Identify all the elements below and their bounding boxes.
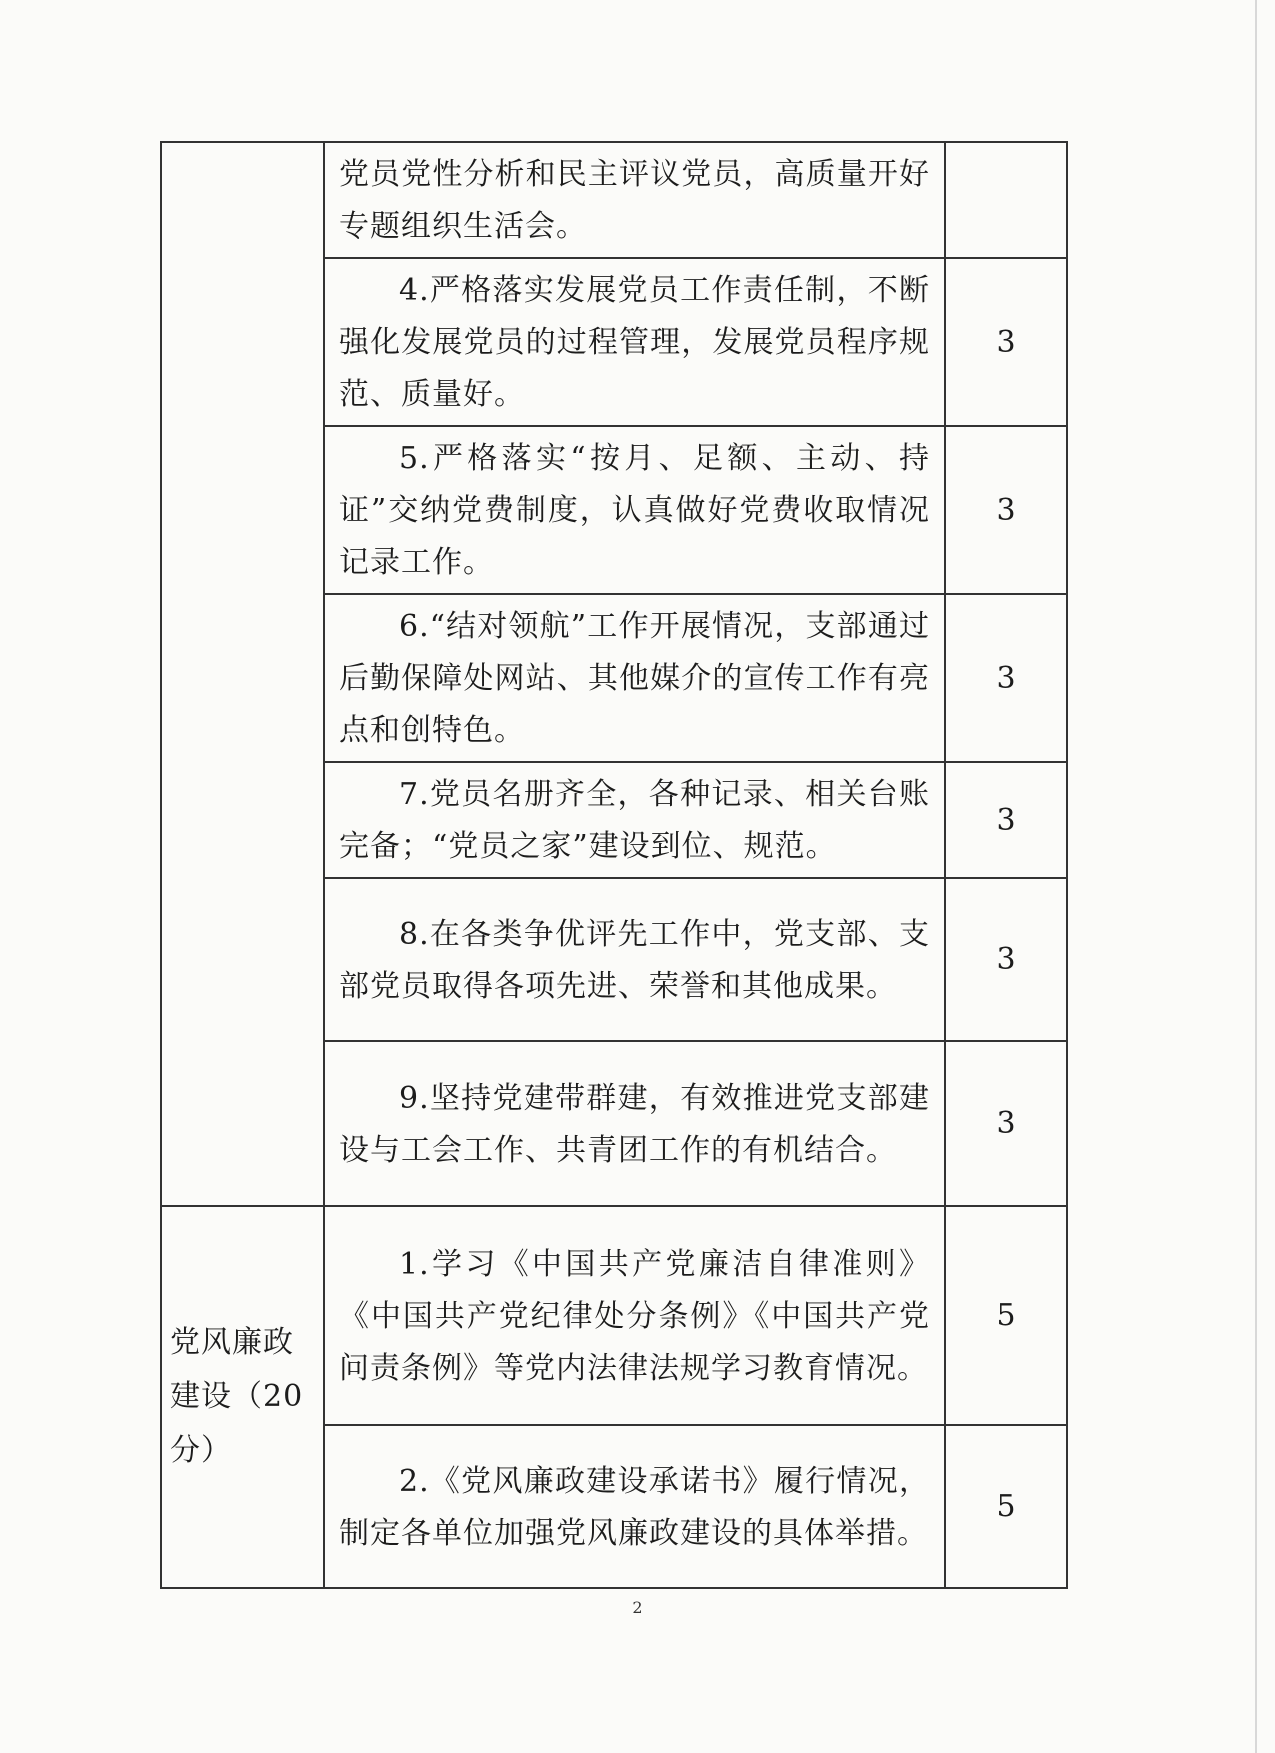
table-row	[161, 1206, 1067, 1425]
item-text: 5.严格落实“按月、足额、主动、持证”交纳党费制度，认真做好党费收取情况记录工作。	[339, 441, 930, 580]
category-label: 党风廉政建设（20分）	[170, 1325, 304, 1468]
category-cell	[161, 1206, 324, 1588]
content-cell	[324, 1425, 945, 1588]
category-cell-party-building	[161, 142, 324, 1206]
item-text: 9.坚持党建带群建，有效推进党支部建设与工会工作、共青团工作的有机结合。	[339, 1080, 930, 1168]
content-cell	[324, 1041, 945, 1206]
item-text: 8.在各类争优评先工作中，党支部、支部党员取得各项先进、荣誉和其他成果。	[339, 916, 930, 1004]
content-cell	[324, 142, 945, 258]
table-row	[161, 142, 1067, 258]
content-cell	[324, 594, 945, 762]
score-cell: 3	[945, 762, 1067, 878]
score-cell: 3	[945, 426, 1067, 594]
score-cell: 5	[945, 1206, 1067, 1425]
score-cell: 3	[945, 258, 1067, 426]
content-cell	[324, 426, 945, 594]
score-cell	[945, 142, 1067, 258]
item-text: 7.党员名册齐全，各种记录、相关台账完备；“党员之家”建设到位、规范。	[339, 777, 930, 864]
score-cell: 3	[945, 878, 1067, 1041]
content-cell	[324, 1206, 945, 1425]
score-cell: 5	[945, 1425, 1067, 1588]
score-cell: 3	[945, 1041, 1067, 1206]
score-cell: 3	[945, 594, 1067, 762]
item-text: 6.“结对领航”工作开展情况，支部通过后勤保障处网站、其他媒介的宣传工作有亮点和创特色。	[339, 609, 930, 748]
page-edge-shadow	[1255, 0, 1257, 1753]
page-number: 2	[632, 1598, 643, 1617]
item-text: 2.《党风廉政建设承诺书》履行情况，制定各单位加强党风廉政建设的具体举措。	[339, 1463, 930, 1551]
evaluation-table	[160, 141, 1068, 1589]
item-text: 4.严格落实发展党员工作责任制，不断强化发展党员的过程管理，发展党员程序规范、质量好。	[339, 273, 930, 412]
item-text: 党员党性分析和民主评议党员，高质量开好专题组织生活会。	[339, 157, 930, 244]
content-cell	[324, 878, 945, 1041]
item-text: 1.学习《中国共产党廉洁自律准则》《中国共产党纪律处分条例》《中国共产党问责条例》等党内法律法规学习教育情况。	[339, 1246, 930, 1386]
content-cell	[324, 258, 945, 426]
content-cell	[324, 762, 945, 878]
